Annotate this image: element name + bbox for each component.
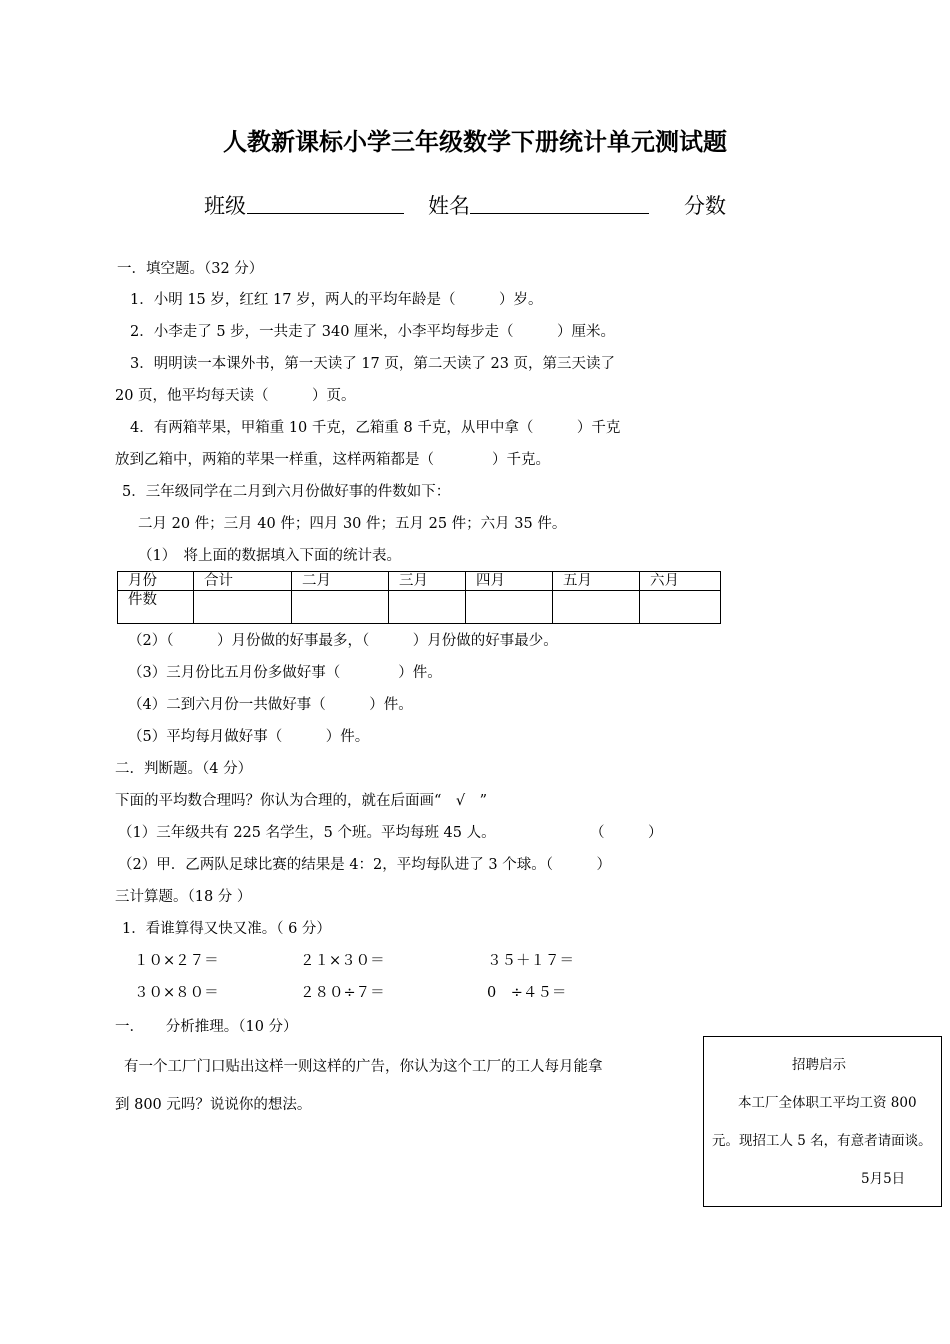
recruitment-notice — [703, 1036, 942, 1207]
notice-title: 招聘启示 — [792, 1057, 846, 1073]
table-cell[interactable] — [292, 591, 389, 624]
table-header: 月份 — [118, 572, 194, 591]
analysis-text-2: 到 800 元吗？说说你的想法。 — [115, 1097, 312, 1113]
judge-intro: 下面的平均数合理吗？你认为合理的，就在后面画“ √ ” — [115, 793, 488, 809]
judge-2: （2）甲．乙两队足球比赛的结果是 4：2，平均每队进了 3 个球。（ ） — [118, 857, 611, 873]
calc-item: ３５＋１７＝ — [487, 953, 574, 969]
question-5-3: （3）三月份比五月份多做好事（ ）件。 — [128, 665, 442, 681]
table-cell[interactable] — [466, 591, 553, 624]
question-5: 5．三年级同学在二月到六月份做好事的件数如下： — [122, 484, 451, 500]
question-2: 2．小李走了 5 步，一共走了 340 厘米，小李平均每步走（ ）厘米。 — [130, 324, 616, 340]
calc-item: ２８０÷７＝ — [300, 985, 385, 1001]
question-1: 1．小明 15 岁，红红 17 岁，两人的平均年龄是（ ）岁。 — [130, 292, 543, 308]
judge-1: （1）三年级共有 225 名学生，5 个班。平均每班 45 人。 — [118, 825, 496, 841]
table-row-label: 件数 — [118, 591, 194, 624]
table-header: 四月 — [466, 572, 553, 591]
question-5-5: （5）平均每月做好事（ ）件。 — [128, 729, 370, 745]
question-3: 3．明明读一本课外书，第一天读了 17 页，第二天读了 23 页，第三天读了 — [130, 356, 616, 372]
name-field[interactable] — [470, 187, 649, 214]
page-title: 人教新课标小学三年级数学下册统计单元测试题 — [223, 127, 727, 156]
class-field[interactable] — [247, 187, 404, 214]
table-cell[interactable] — [389, 591, 466, 624]
question-4-cont: 放到乙箱中，两箱的苹果一样重，这样两箱都是（ ）千克。 — [115, 452, 550, 468]
question-5-1: （1） 将上面的数据填入下面的统计表。 — [138, 548, 401, 564]
table-header: 六月 — [640, 572, 721, 591]
section2-heading: 二．判断题。（4 分） — [115, 761, 253, 777]
table-header: 合计 — [194, 572, 292, 591]
notice-line-1: 本工厂全体职工平均工资 800 — [738, 1095, 917, 1111]
calc-item: ２１×３０＝ — [300, 953, 385, 969]
section1-heading: 一．填空题。（32 分） — [117, 261, 264, 277]
table-cell[interactable] — [194, 591, 292, 624]
calc-item: １０×２７＝ — [134, 953, 219, 969]
judge-1-answer[interactable]: （ ） — [590, 825, 663, 841]
score-label: 分数 — [684, 194, 726, 218]
calc-subheading: 1．看谁算得又快又准。（ 6 分） — [122, 921, 331, 937]
calc-item: 0 ÷４５＝ — [487, 985, 567, 1001]
section4-heading: 一． 分析推理。（10 分） — [115, 1019, 298, 1035]
question-4: 4．有两箱苹果，甲箱重 10 千克，乙箱重 8 千克，从甲中拿（ ）千克 — [130, 420, 621, 436]
question-5-2: （2）（ ）月份做的好事最多，（ ）月份做的好事最少。 — [128, 633, 558, 649]
calc-item: ３０×８０＝ — [134, 985, 219, 1001]
stats-table — [117, 571, 721, 624]
question-5-data: 二月 20 件；三月 40 件；四月 30 件；五月 25 件；六月 35 件。 — [138, 516, 567, 532]
table-header: 二月 — [292, 572, 389, 591]
question-3-cont: 20 页，他平均每天读（ ）页。 — [115, 388, 356, 404]
table-header: 三月 — [389, 572, 466, 591]
section3-heading: 三计算题。（18 分 ） — [115, 889, 252, 905]
analysis-text-1: 有一个工厂门口贴出这样一则这样的广告，你认为这个工厂的工人每月能拿 — [124, 1059, 603, 1075]
table-header: 五月 — [553, 572, 640, 591]
name-label: 姓名 — [428, 194, 470, 218]
table-cell[interactable] — [640, 591, 721, 624]
question-5-4: （4）二到六月份一共做好事（ ）件。 — [128, 697, 413, 713]
notice-line-2: 元。现招工人 5 名，有意者请面谈。 — [712, 1133, 932, 1149]
notice-date: 5月5日 — [861, 1171, 906, 1187]
table-cell[interactable] — [553, 591, 640, 624]
class-label: 班级 — [204, 194, 246, 218]
